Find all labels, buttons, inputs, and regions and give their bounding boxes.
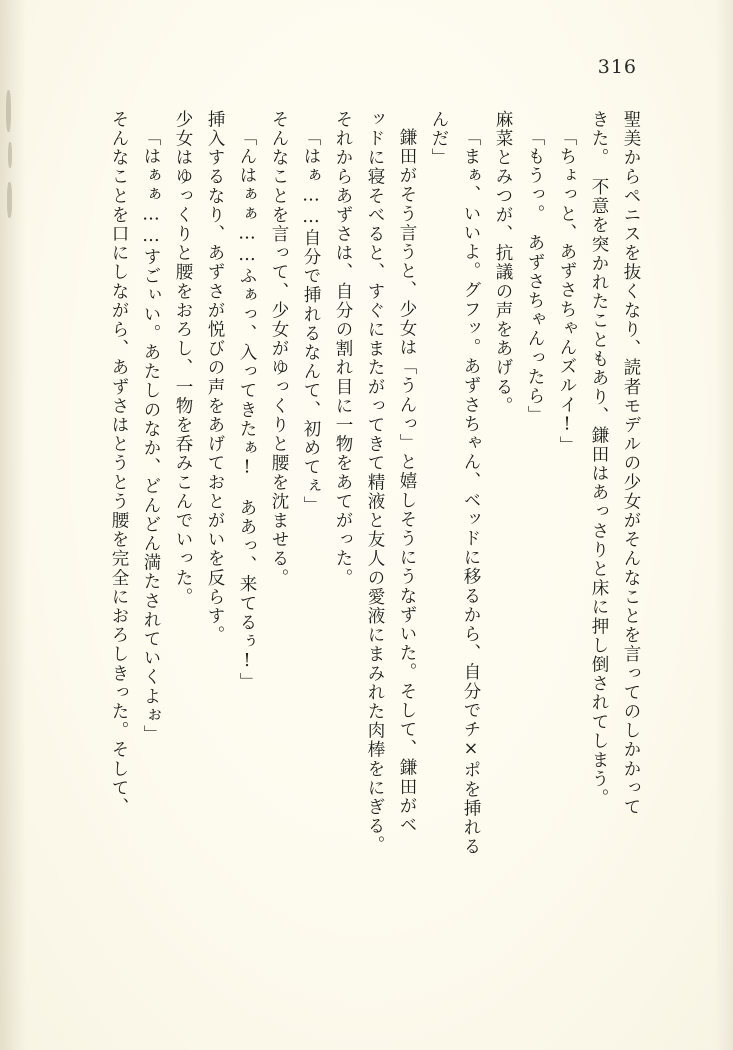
text-column: んだ」 <box>429 110 449 168</box>
text-column: そんなことを言って、少女がゆっくりと腰を沈ませる。 <box>269 110 289 588</box>
text-column: 少女はゆっくりと腰をおろし、一物を呑みこんでいった。 <box>173 110 193 607</box>
body-text <box>87 110 647 965</box>
text-column: そんなことを口にしながら、あずさはとうとう腰を完全におろしきった。そして、 <box>109 110 129 817</box>
text-column: 「まぁ、いいよ。グフッ。あずさちゃん、ベッドに移るから、自分でチ×ポを挿れる <box>461 128 481 857</box>
text-column: ッドに寝そべると、すぐにまたがってきて精液と友人の愛液にまみれた肉棒をにぎる。 <box>365 110 385 855</box>
scan-spine-artifact <box>6 90 16 260</box>
text-column: きた。 不意を突かれたこともあり、鎌田はあっさりと床に押し倒されてしまう。 <box>589 110 609 808</box>
page-number: 316 <box>597 56 637 78</box>
text-column: 挿入するなり、あずさが悦びの声をあげておとがいを反らす。 <box>205 110 225 645</box>
text-column: それからあずさは、自分の割れ目に一物をあてがった。 <box>333 110 353 588</box>
text-column: 「はぁ……自分で挿れるなんて、初めてぇ」 <box>301 128 321 515</box>
text-column: 「はぁぁ……すごぃい。あたしのなか、どんどん満たされていくよぉ」 <box>141 128 161 745</box>
text-column: 鎌田がそう言うと、少女は「うんっ」と嬉しそうにうなずいた。そして、鎌田がベ <box>397 128 417 835</box>
text-column: 「んはぁぁ……ふぁっ、入ってきたぁ! ああっ、来てるぅ!」 <box>237 128 257 692</box>
text-column: 聖美からペニスを抜くなり、読者モデルの少女がそんなことを言ってのしかかって <box>621 110 641 817</box>
text-column: 「ちょっと、あずさちゃんズルイ!」 <box>557 128 577 456</box>
text-column: 麻菜とみつが、抗議の声をあげる。 <box>493 110 513 416</box>
text-column: 「もうっ。 あずさちゃんったら」 <box>525 128 545 425</box>
